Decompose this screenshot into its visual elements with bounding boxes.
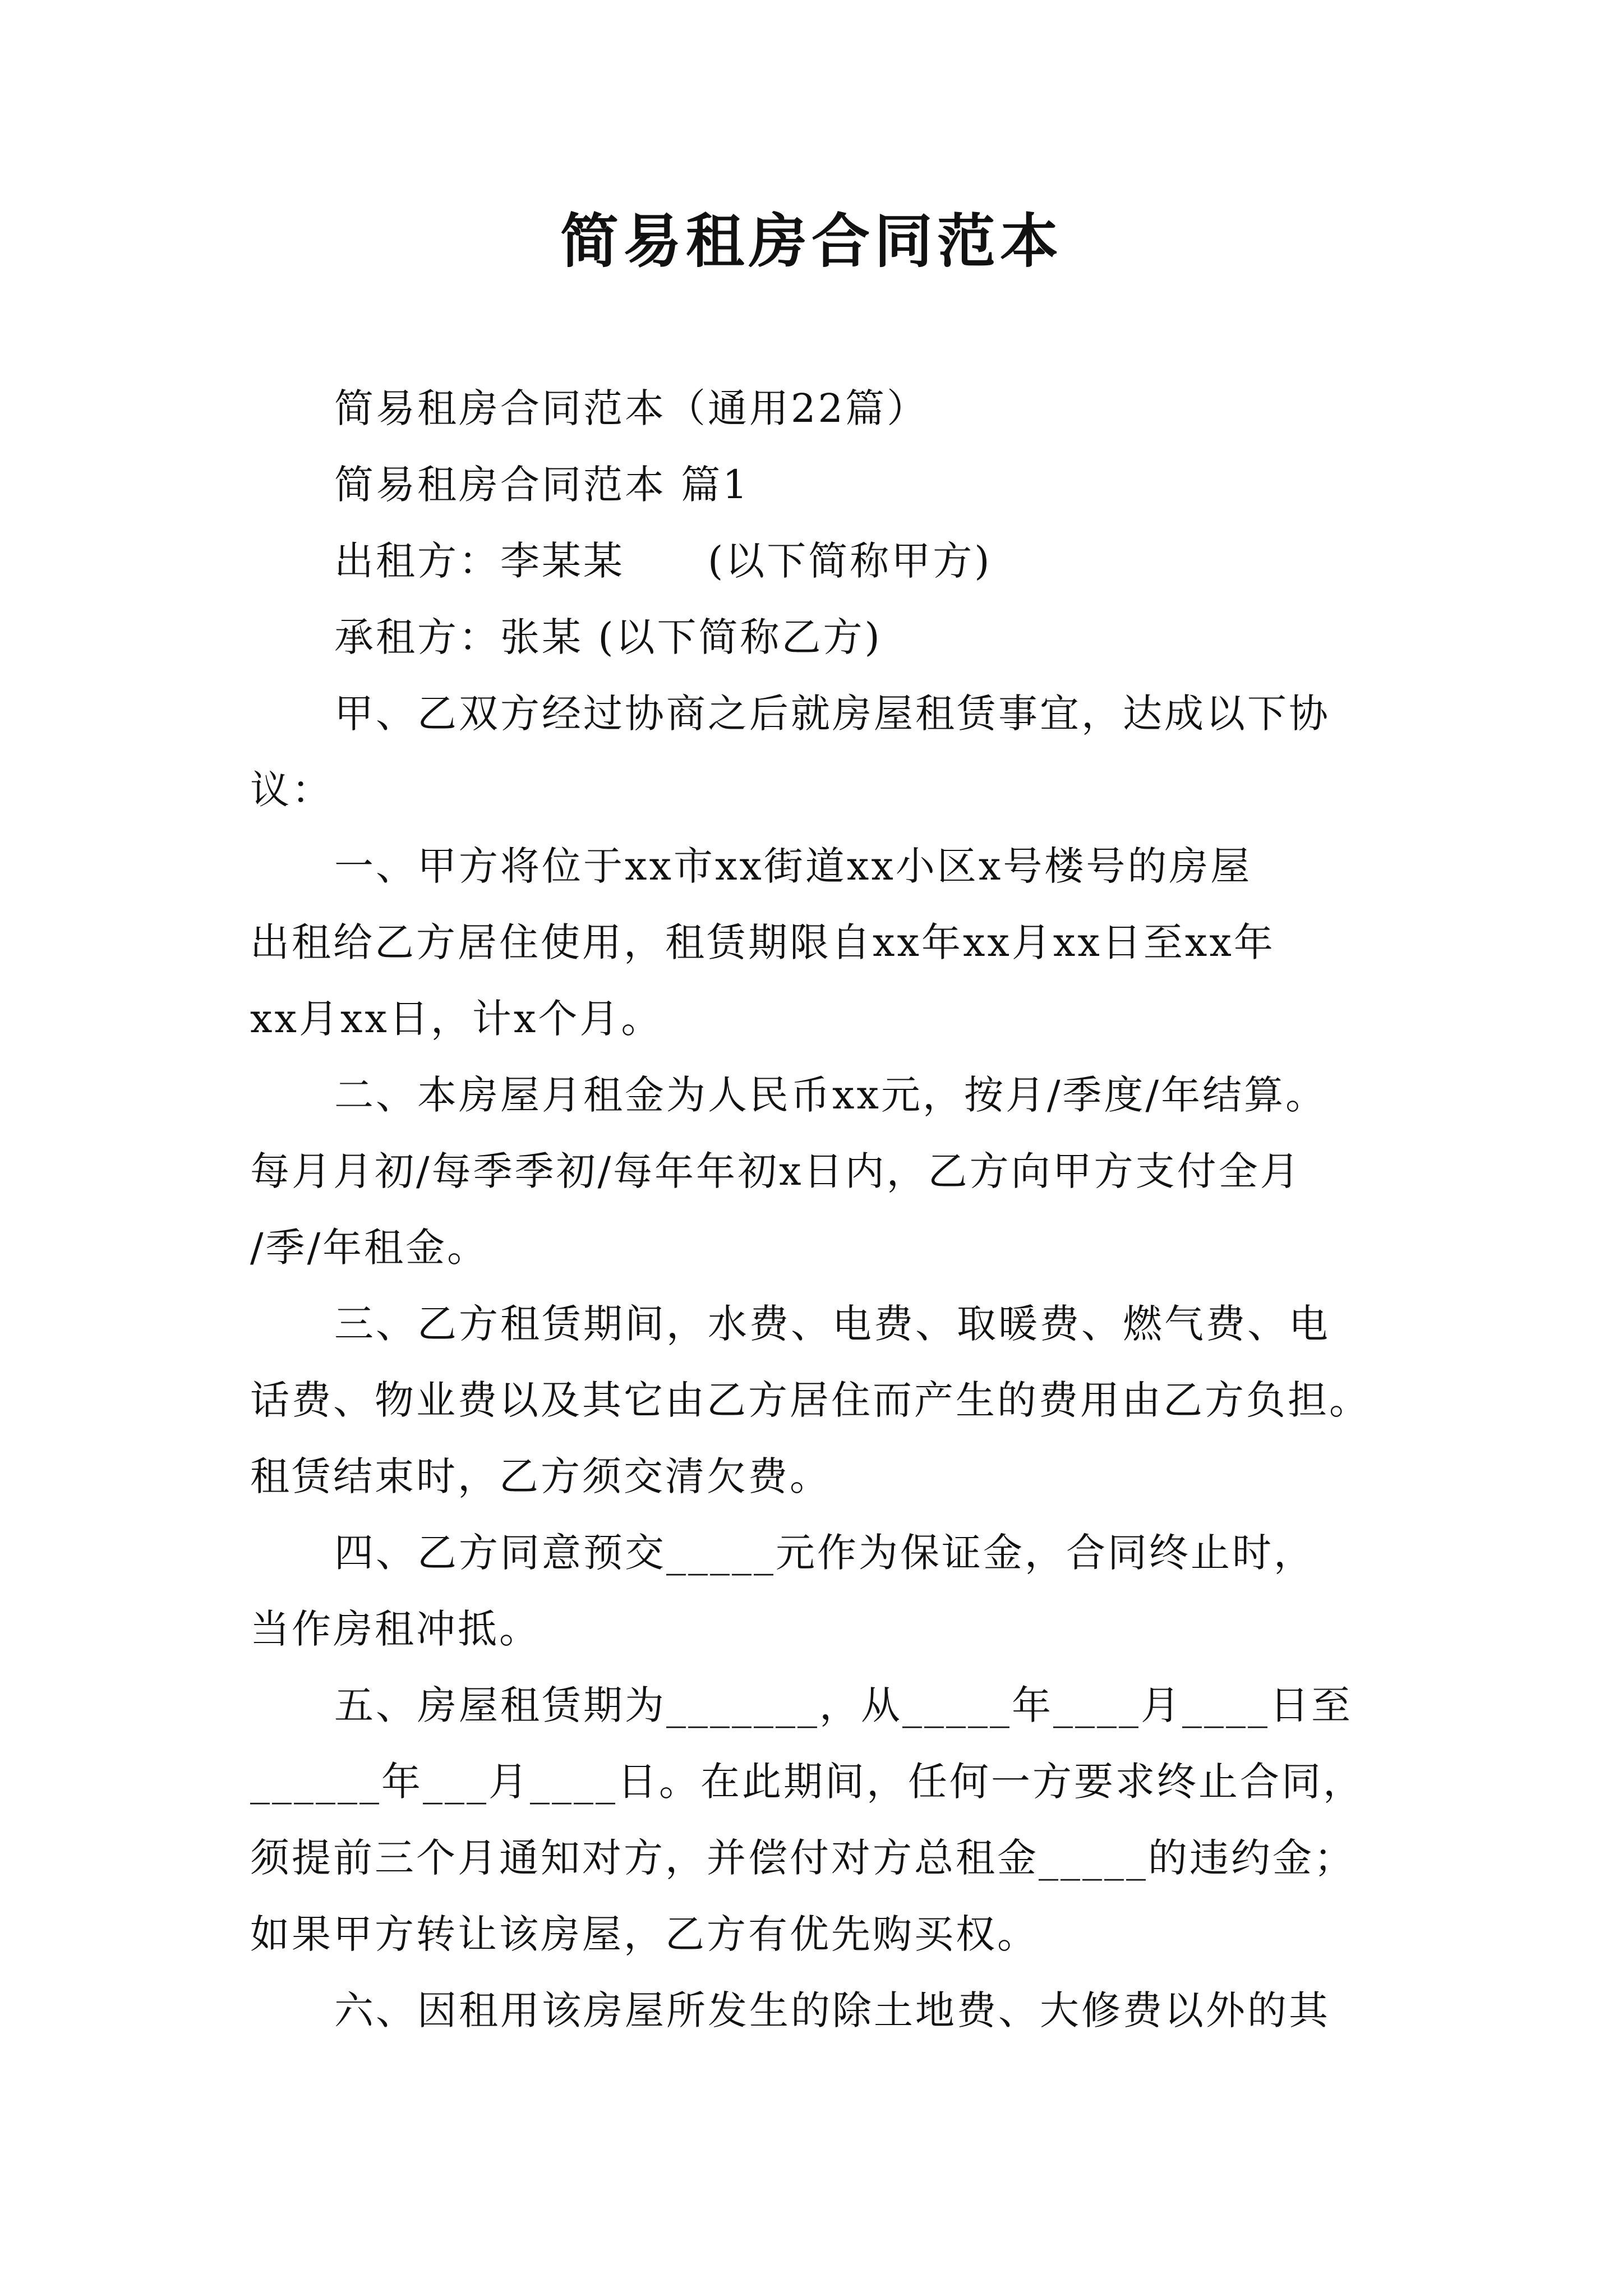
text-line: 如果甲方转让该房屋，乙方有优先购买权。 — [250, 1911, 1039, 1957]
text-line: 出租给乙方居住使用，租赁期限自xx年xx月xx日至xx年 — [250, 919, 1275, 965]
text-line: 二、本房屋月租金为人民币xx元，按月/季度/年结算。 — [334, 1072, 1327, 1118]
text-line: 须提前三个月通知对方，并偿付对方总租金_____的违约金； — [250, 1835, 1355, 1881]
text-line: 话费、物业费以及其它由乙方居住而产生的费用由乙方负担。 — [250, 1377, 1371, 1423]
text-line: 四、乙方同意预交_____元作为保证金，合同终止时， — [334, 1530, 1315, 1576]
document-body — [250, 370, 1389, 2049]
text-line: 六、因租用该房屋所发生的除土地费、大修费以外的其 — [334, 1987, 1330, 2033]
text-line: 三、乙方租赁期间，水费、电费、取暖费、燃气费、电 — [334, 1301, 1330, 1347]
text-line: 当作房租冲抵。 — [250, 1606, 541, 1652]
text-line: /季/年租金。 — [250, 1225, 489, 1271]
text-line: 甲、乙双方经过协商之后就房屋租赁事宜，达成以下协 — [334, 691, 1330, 737]
text-line: xx月xx日，计x个月。 — [250, 996, 663, 1042]
text-line: ______年___月____日。在此期间，任何一方要求终止合同， — [250, 1759, 1364, 1805]
text-line: 简易租房合同范本（通用22篇） — [334, 385, 929, 431]
text-line: 出租方：李某某 (以下简称甲方) — [334, 538, 992, 584]
text-line: 议： — [250, 767, 333, 813]
text-line: 一、甲方将位于xx市xx街道xx小区x号楼号的房屋 — [334, 843, 1252, 889]
text-line: 每月月初/每季季初/每年年初x日内，乙方向甲方支付全月 — [250, 1148, 1302, 1194]
text-line: 承租方：张某 (以下简称乙方) — [334, 614, 882, 660]
text-line: 五、房屋租赁期为_______，从_____年____月____日至 — [334, 1682, 1353, 1728]
text-line: 简易租房合同范本 篇1 — [334, 462, 750, 508]
document-title: 简易租房合同范本 — [560, 206, 1063, 275]
text-line: 租赁结束时，乙方须交清欠费。 — [250, 1453, 831, 1499]
